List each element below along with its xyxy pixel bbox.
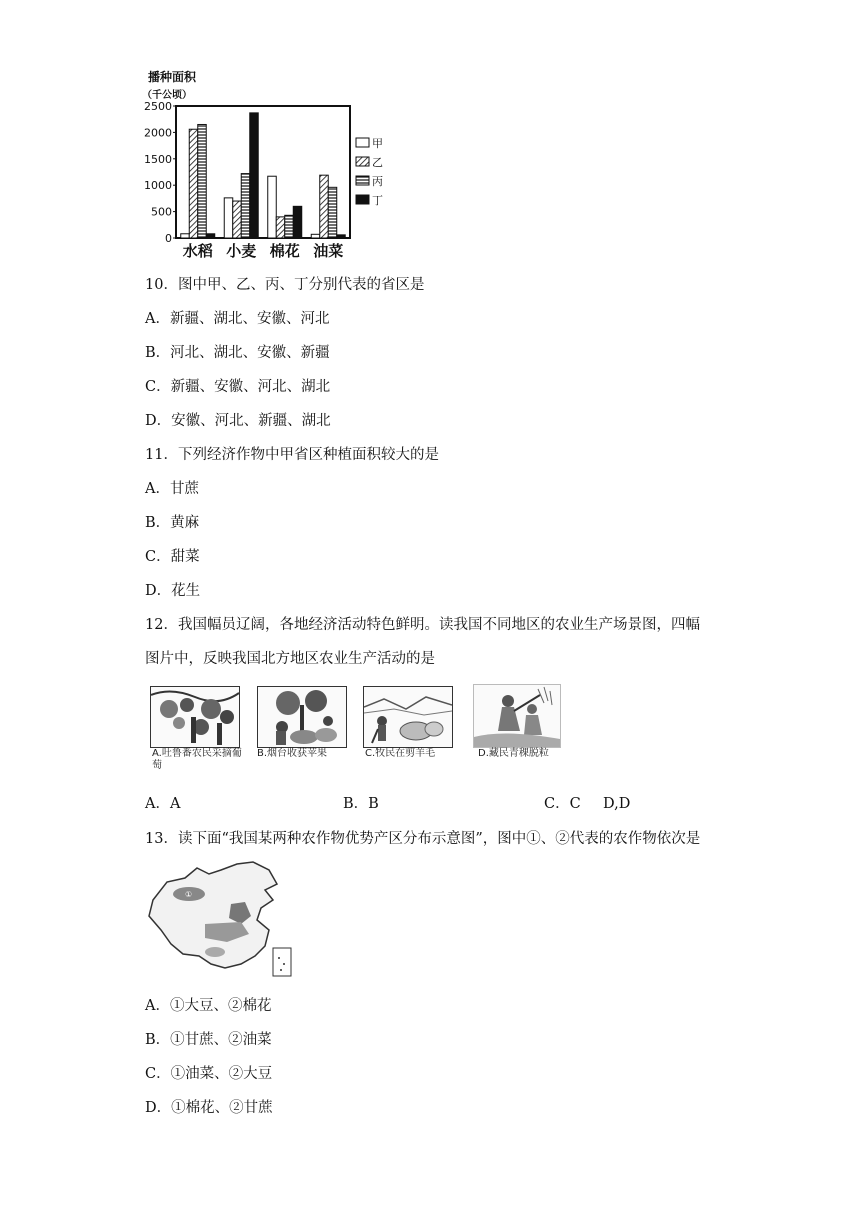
q12-option-b[interactable]: B．B <box>343 796 379 812</box>
q11-option-c[interactable]: C．甜菜 <box>145 549 200 565</box>
south-china-sea-inset <box>273 948 291 976</box>
picture-a-caption: A.吐鲁番农民采摘葡萄 <box>152 748 242 771</box>
legend-swatch <box>356 138 369 147</box>
q13-option-a[interactable]: A．①大豆、②棉花 <box>145 998 272 1014</box>
y-tick-label: 2000 <box>144 126 172 140</box>
bar-3-0 <box>311 234 320 238</box>
q12-option-a[interactable]: A．A <box>145 796 181 812</box>
q12-stem-line2: 图片中，反映我国北方地区农业生产活动的是 <box>145 651 435 667</box>
legend-label: 乙 <box>372 156 383 169</box>
y-axis-label: 播种面积 <box>148 70 197 84</box>
bar-2-1 <box>276 217 285 238</box>
q12-option-c[interactable]: C．C <box>544 796 581 812</box>
x-category-label: 油菜 <box>313 242 344 260</box>
bar-3-3 <box>337 235 346 238</box>
legend-swatch <box>356 176 369 185</box>
legend-swatch <box>356 195 369 204</box>
x-category-label: 棉花 <box>269 242 300 260</box>
q11-stem: 11．下列经济作物中甲省区种植面积较大的是 <box>145 447 439 463</box>
y-tick-label: 1000 <box>144 179 172 193</box>
y-tick-label: 1500 <box>144 152 172 166</box>
bar-1-2 <box>241 174 250 238</box>
q12-option-d[interactable]: D,D <box>603 796 631 812</box>
picture-c-sheep-shearing <box>363 686 453 748</box>
q13-option-b[interactable]: B．①甘蔗、②油菜 <box>145 1032 272 1048</box>
x-category-label: 水稻 <box>182 242 213 260</box>
q10-option-b[interactable]: B．河北、湖北、安徽、新疆 <box>145 345 330 361</box>
bar-0-2 <box>198 124 207 238</box>
bar-2-0 <box>268 176 277 238</box>
picture-b-apple-harvest <box>257 686 347 748</box>
q12-stem-line1: 12．我国幅员辽阔，各地经济活动特色鲜明。读我国不同地区的农业生产场景图，四幅 <box>145 617 700 633</box>
legend-swatch <box>356 157 369 166</box>
picture-a-grape-picking <box>150 686 240 748</box>
x-category-label: 小麦 <box>226 242 257 260</box>
bar-1-1 <box>233 201 242 238</box>
bar-2-3 <box>293 206 302 238</box>
legend-label: 甲 <box>372 137 383 150</box>
q13-option-d[interactable]: D．①棉花、②甘蔗 <box>145 1100 273 1116</box>
picture-d-barley-threshing <box>473 684 561 748</box>
y-tick-label: 2500 <box>144 100 172 113</box>
y-axis-unit: （千公顷） <box>142 90 192 101</box>
bar-3-1 <box>320 175 329 238</box>
picture-c-caption: C.牧民在剪羊毛 <box>365 748 436 759</box>
q13-option-c[interactable]: C．①油菜、②大豆 <box>145 1066 273 1082</box>
bar-3-2 <box>328 187 337 238</box>
crop-area-chart <box>140 62 430 262</box>
q10-option-c[interactable]: C．新疆、安徽、河北、湖北 <box>145 379 331 395</box>
q11-option-b[interactable]: B．黄麻 <box>145 515 200 531</box>
bar-chart-svg <box>140 62 430 262</box>
q13-stem: 13．读下面“我国某两种农作物优势产区分布示意图”，图中①、②代表的农作物依次是 <box>145 831 701 847</box>
q10-option-d[interactable]: D．安徽、河北、新疆、湖北 <box>145 413 331 429</box>
q12-picture-strip <box>145 684 565 770</box>
bar-0-1 <box>189 129 198 238</box>
bar-2-2 <box>285 215 294 238</box>
svg-text:①: ① <box>185 890 193 899</box>
bar-0-3 <box>206 234 215 238</box>
legend-label: 丁 <box>372 194 383 207</box>
china-crop-map <box>145 860 295 982</box>
q10-option-a[interactable]: A．新疆、湖北、安徽、河北 <box>145 311 330 327</box>
y-tick-label: 0 <box>165 232 172 245</box>
legend-label: 丙 <box>372 175 383 188</box>
q10-stem: 10．图中甲、乙、丙、丁分别代表的省区是 <box>145 277 425 293</box>
picture-d-caption: D.藏民青稞脱粒 <box>478 748 549 759</box>
q11-option-d[interactable]: D．花生 <box>145 583 201 599</box>
bar-1-0 <box>224 198 233 238</box>
bar-1-3 <box>250 113 259 238</box>
picture-b-caption: B.烟台收获苹果 <box>257 748 328 759</box>
y-tick-label: 500 <box>151 205 172 219</box>
q11-option-a[interactable]: A．甘蔗 <box>145 481 199 497</box>
bar-0-0 <box>181 234 190 238</box>
